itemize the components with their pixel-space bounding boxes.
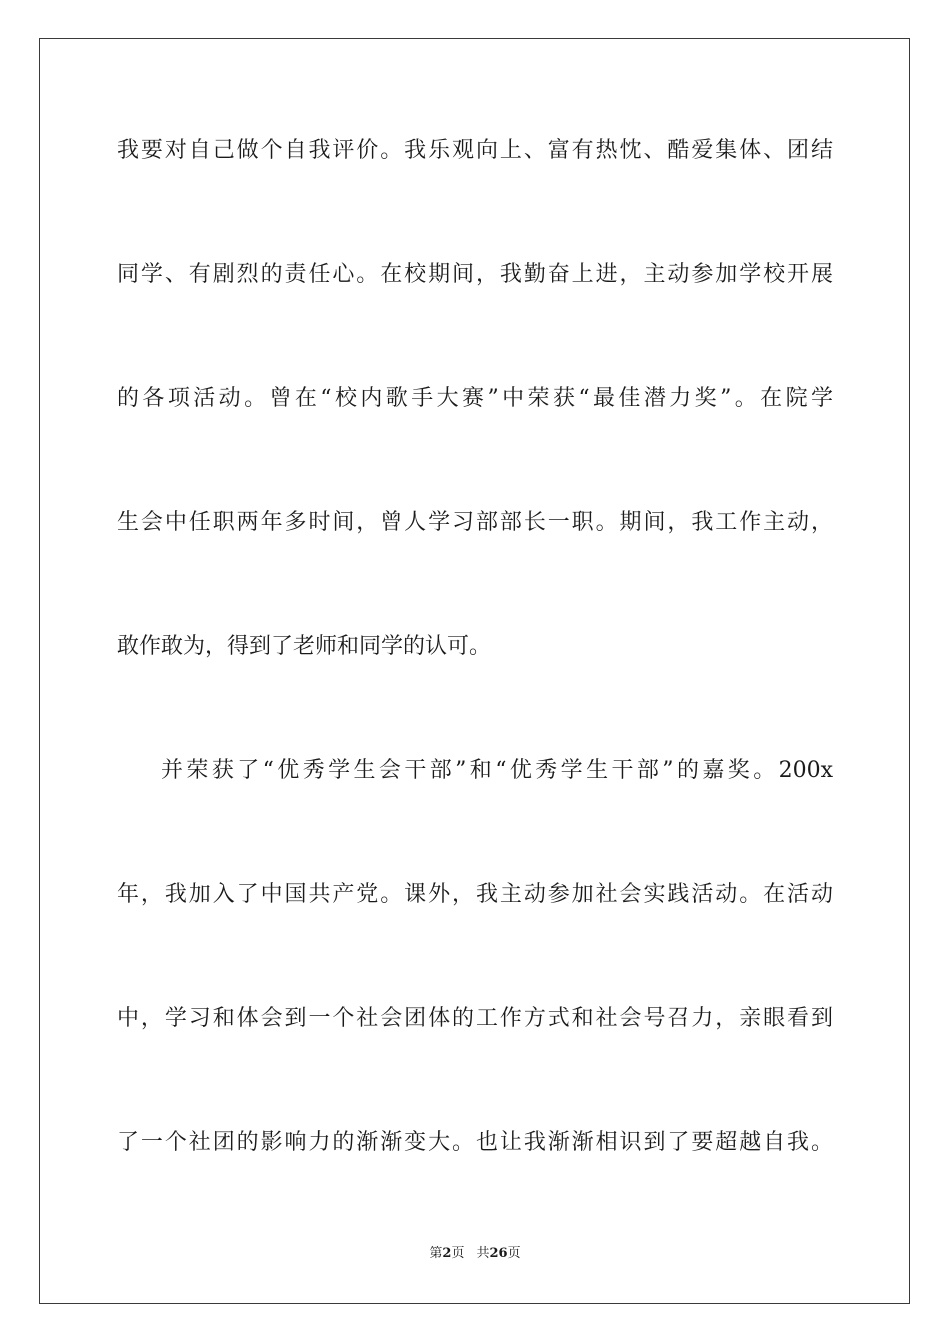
page-footer <box>0 1244 950 1264</box>
body-text-line: 了一个社团的影响力的渐渐变大。也让我渐渐相识到了要超越自我。 <box>117 1130 833 1155</box>
total-suffix: 页 <box>507 1246 521 1261</box>
page-prefix: 第 <box>429 1246 443 1261</box>
body-text-line: 生会中任职两年多时间，曾人学习部部长一职。期间，我工作主动， <box>117 510 833 535</box>
page-current: 2 <box>442 1246 452 1261</box>
body-text-line: 并荣获了“优秀学生会干部”和“优秀学生干部”的嘉奖。200x <box>161 758 833 783</box>
body-text-line: 敢作敢为，得到了老师和同学的认可。 <box>117 634 492 659</box>
page-frame <box>39 38 910 1304</box>
total-prefix: 共 <box>476 1246 490 1261</box>
page-total: 26 <box>489 1246 508 1261</box>
body-text-line: 我要对自己做个自我评价。我乐观向上、富有热忱、酷爱集体、团结 <box>117 138 833 163</box>
body-text-line: 同学、有剧烈的责任心。在校期间，我勤奋上进，主动参加学校开展 <box>117 262 833 287</box>
body-text-line: 年，我加入了中国共产党。课外，我主动参加社会实践活动。在活动 <box>117 882 833 907</box>
body-text-line: 的各项活动。曾在“校内歌手大赛”中荣获“最佳潜力奖”。在院学 <box>117 386 833 411</box>
page-suffix: 页 <box>451 1246 465 1261</box>
body-text-line: 中，学习和体会到一个社会团体的工作方式和社会号召力，亲眼看到 <box>117 1006 833 1031</box>
